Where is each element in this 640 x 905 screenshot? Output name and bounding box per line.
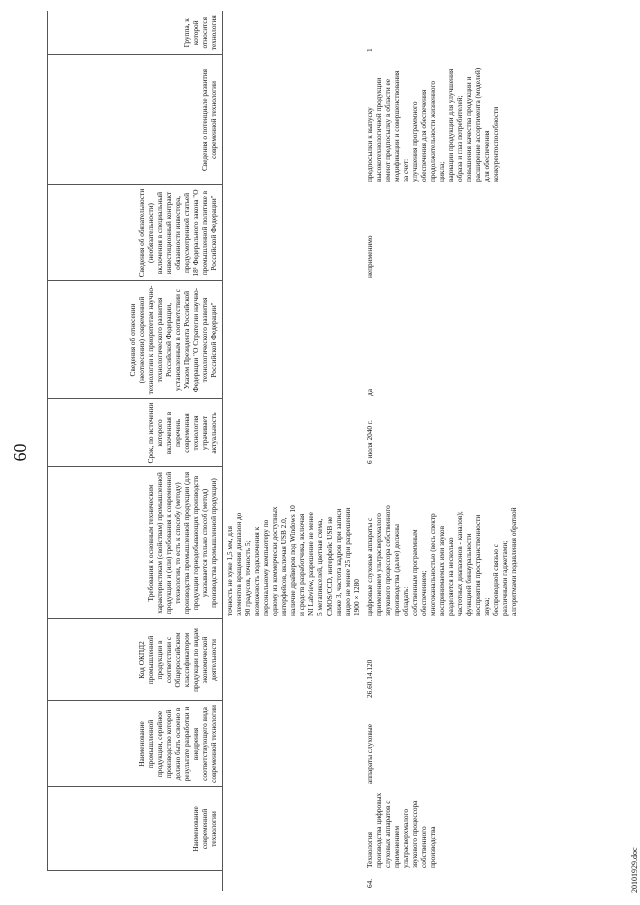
- text-line: обеспечением;: [418, 570, 428, 616]
- continuation-list: [225, 477, 361, 616]
- text-line: частотных диапазонов - каналов);: [455, 511, 465, 616]
- text-line: возможность подключения к: [252, 526, 262, 616]
- text-line: за счет:: [400, 158, 410, 182]
- header-product-name: Наименование промышленной продукции, серийное производство которой должно быть освоено в результате разработки и внедрения соответствующего вида современной технологии: [48, 701, 223, 787]
- row-requirements: [363, 467, 521, 619]
- text-line: вариации продукции для улучшения: [446, 68, 456, 182]
- text-line: беспроводной связью с: [491, 544, 501, 616]
- text-line: предпосылки к выпуску: [364, 107, 374, 182]
- text-line: модификации и совершенствования: [391, 70, 401, 182]
- text-line: алгоритмами подавления обратной: [509, 507, 519, 616]
- header-okpd2: Код ОКПД2 промышленной продукции в соответствии с Общероссийским классификатором продукции по видам экономической деятельности: [48, 619, 223, 701]
- text-line: воспринимаемых ими звуков: [437, 525, 447, 616]
- text-line: обеспечения для обеспечения: [418, 89, 428, 182]
- table-row: [363, 11, 521, 891]
- text-line: обладать:: [400, 586, 410, 616]
- row-potential: [363, 55, 521, 185]
- continuation-requirements: [223, 467, 363, 619]
- text-line: высокотехнологичной продукции: [373, 77, 383, 182]
- header-tech-name: Наименование современной технологии: [48, 787, 223, 871]
- page-number: 60: [10, 443, 30, 462]
- text-line: CMOS/CCD, интерфейс USB не: [324, 516, 334, 616]
- text-line: конкурентоспособности: [491, 106, 501, 182]
- text-line: для обеспечения: [482, 130, 492, 182]
- row-term: 6 июля 2040 г.: [364, 420, 374, 464]
- text-line: звука;: [482, 597, 492, 616]
- row-obligation: неприменимо: [364, 235, 374, 278]
- text-line: функцией бинауральности: [464, 533, 474, 616]
- text-line: видео не менее 25 при разрешении: [342, 507, 352, 616]
- text-line: образа и глаз потребителей;: [455, 95, 465, 182]
- row-group: 1: [364, 48, 374, 52]
- text-line: имеют предпосылку в области ее: [382, 79, 392, 182]
- text-line: 90 градусов, точность 5;: [243, 540, 253, 616]
- text-line: интерфейсов, включая USB 2.0,: [279, 517, 289, 616]
- text-line: расширение ассортимента (моделей): [473, 67, 483, 182]
- text-line: 5 мегапикселей, цветная схема,: [315, 518, 325, 616]
- header-number: [48, 871, 223, 891]
- text-line: многоканальностью (весь спектр: [428, 513, 438, 616]
- potential-list: [365, 58, 501, 182]
- text-line: продолжительности жизненного: [428, 80, 438, 182]
- text-line: одному из коммерчески доступных: [270, 506, 280, 616]
- text-line: ниже 3, частота кадров при записи: [333, 508, 343, 616]
- text-line: различными гаджетами;: [500, 540, 510, 616]
- header-term: Срок, по истечении которого включенная в перечень современная технология утрачивает актуальность: [48, 399, 223, 467]
- text-line: применением ультрасверхмалого: [373, 513, 383, 616]
- footer-file-name: 20101929.doc: [630, 847, 639, 893]
- continuation-row: [223, 11, 363, 891]
- text-line: NI Labview, разрешение не менее: [306, 512, 316, 616]
- text-line: восприятия пространственности: [473, 514, 483, 616]
- row-okpd2: 26.60.14.120: [364, 659, 374, 698]
- text-line: повышения качества продукции и: [464, 76, 474, 182]
- header-row: [48, 11, 223, 891]
- header-group: Группа, к которой относится технология: [48, 11, 223, 55]
- row-tech-name: Технология производства цифровых слуховых аппаратов с применением ультрасверхмалого звукового процессора собственного производства: [364, 792, 438, 868]
- text-line: улучшения программного: [409, 101, 419, 182]
- text-line: персональному компьютеру по: [261, 519, 271, 616]
- text-line: производства (далее) должны: [391, 524, 401, 616]
- text-line: звукового процессора собственного: [382, 505, 392, 616]
- text-line: цифровые слуховые аппараты с: [364, 517, 374, 616]
- text-line: и средств разработчика, включая: [297, 513, 307, 616]
- row-strategy: да: [364, 389, 374, 396]
- text-line: элементов вращения диапазон до: [234, 512, 244, 616]
- text-line: наличие драйверов под Windows 10: [288, 505, 298, 616]
- text-line: цикла;: [437, 161, 447, 182]
- header-strategy: Сведения об отнесении (неотнесении) современной технологии к приоритетам научно-технологического развития Российской Федерации, установленным в соответствии с Указом Президента Российской Федерации "О Стратегии научно-технологического развития Российской Федерации": [48, 281, 223, 399]
- header-potential: Сведения о потенциале развития современной технологии: [48, 55, 223, 185]
- row-product-name: аппараты слуховые: [364, 724, 374, 784]
- text-line: разделяется на несколько: [446, 537, 456, 616]
- header-obligation: Сведения об обязательности (необязательности) включения в специальный инвестиционный контракт обязанности инвестора, предусмотренной статьей 18¹ Федерального закона "О промышленной политике в Российской Федерации": [48, 185, 223, 281]
- text-line: 1900 × 1280: [351, 579, 361, 616]
- requirements-list: [365, 477, 519, 616]
- technology-table: [47, 11, 521, 891]
- header-requirements: Требования к основным техническим характеристикам (свойствам) промышленной продукции и (или) требования к современной технологии, то есть к способу (методу) производства промышленной продукции (для продукции горнодобывающих производств указывается только способ (метод) производства промышленной продукции): [48, 467, 223, 619]
- row-number: 64.: [364, 878, 374, 888]
- text-line: собственным программным: [409, 529, 419, 616]
- text-line: точность не хуже 1,5 мм, для: [225, 526, 234, 616]
